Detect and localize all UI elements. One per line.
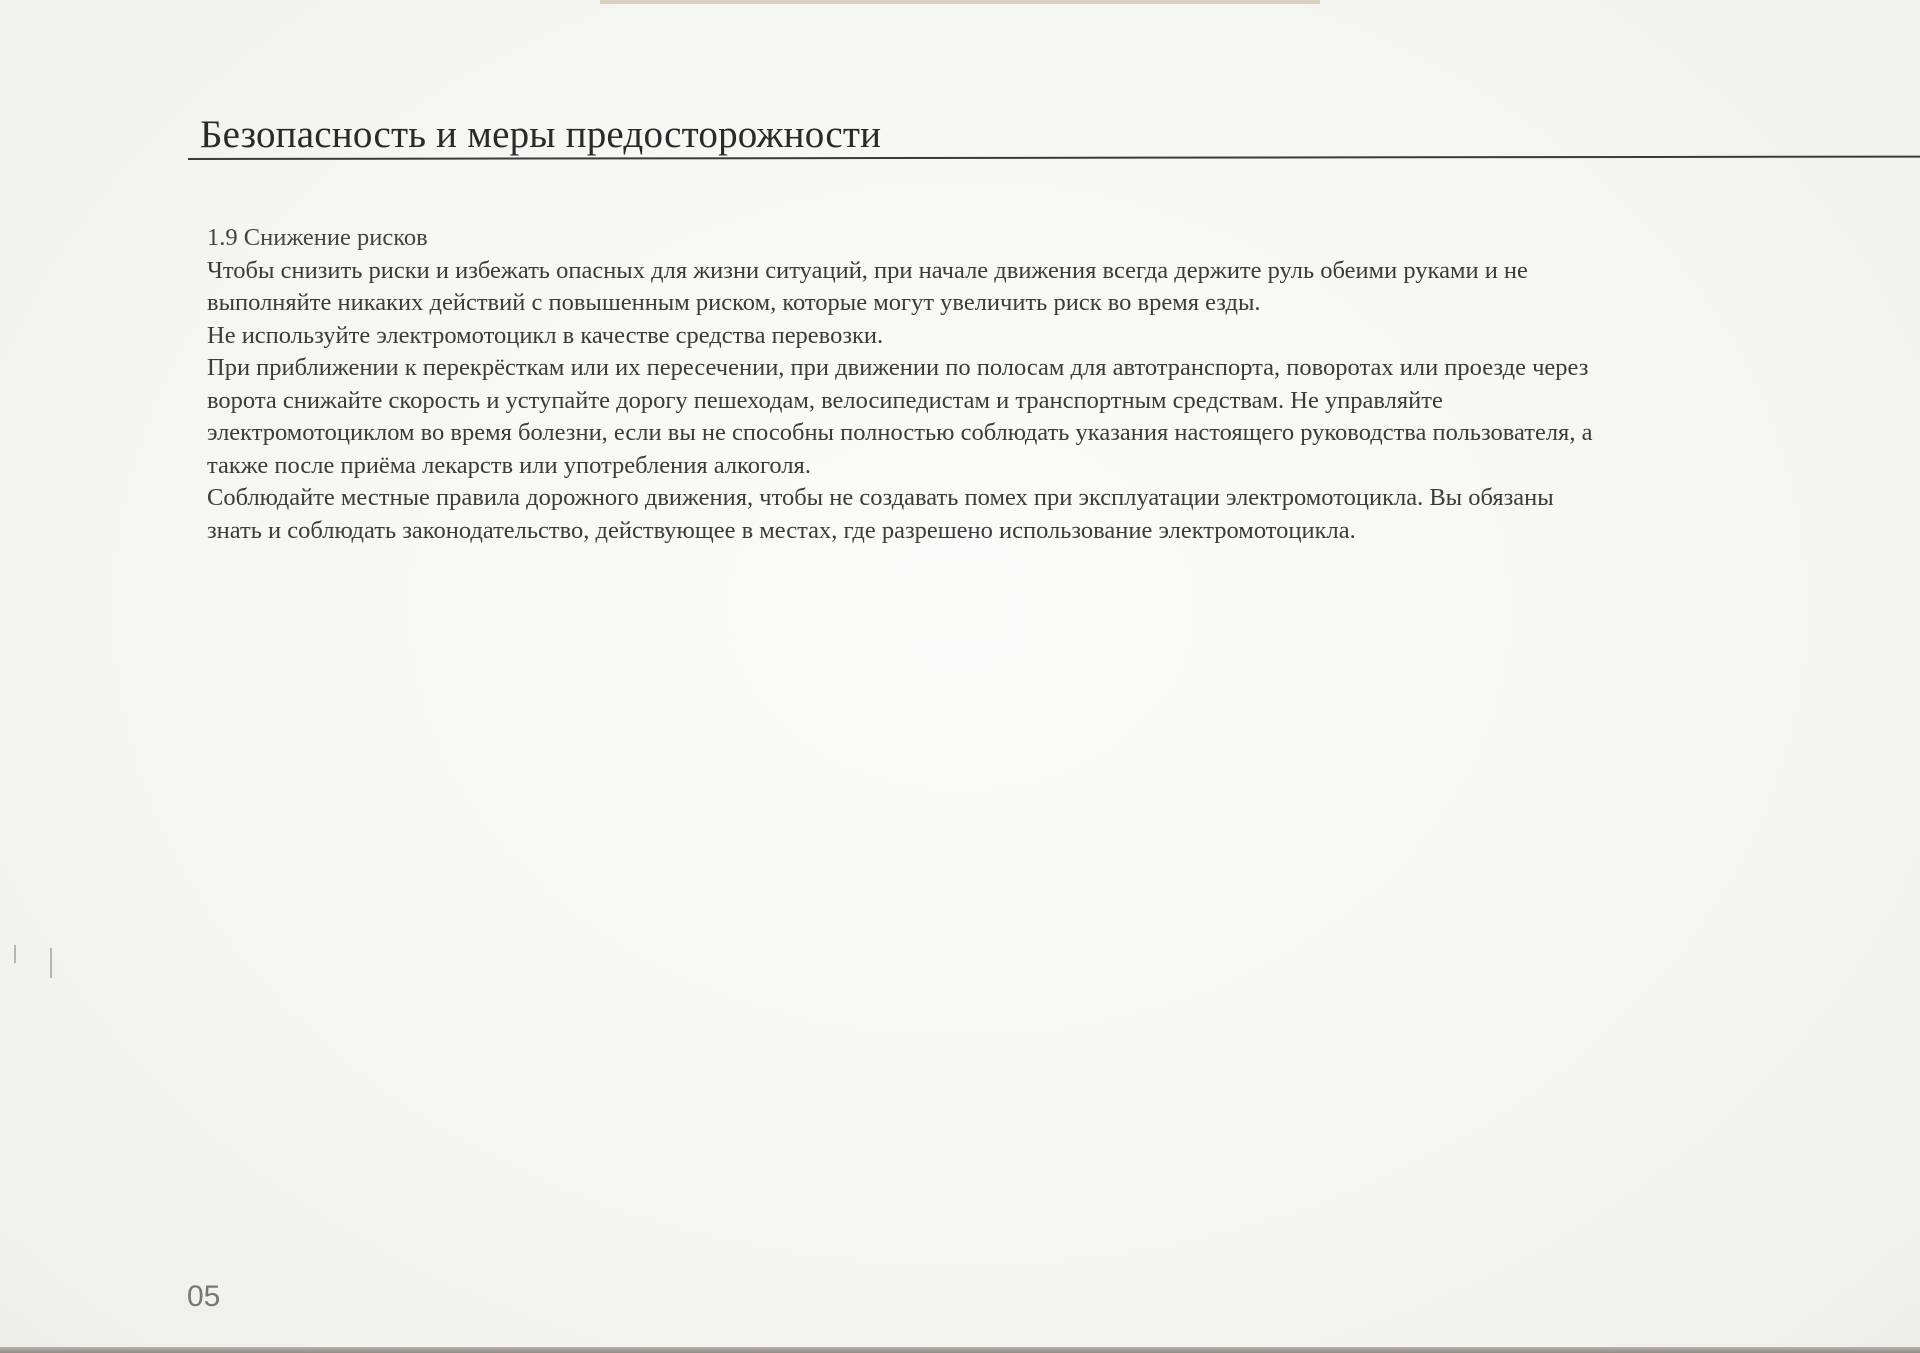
margin-mark xyxy=(14,945,16,963)
text-line: При приближении к перекрёсткам или их пересечении, при движении по полосам для автотранспорта, поворотах или проезде через xyxy=(207,354,1589,381)
page-top-edge xyxy=(600,0,1320,4)
page-number: 05 xyxy=(187,1280,221,1313)
section-heading: 1.9 Снижение рисков xyxy=(207,224,428,251)
text-line: Соблюдайте местные правила дорожного движения, чтобы не создавать помех при эксплуатации электромотоцикла. Вы обязаны xyxy=(207,484,1554,511)
text-line: также после приёма лекарств или употребления алкоголя. xyxy=(207,451,811,479)
text-line: Не используйте электромотоцикл в качестве средства перевозки. xyxy=(207,321,884,349)
text-line: знать и соблюдать законодательство, действующее в местах, где разрешено использование электромотоцикла. xyxy=(207,516,1356,544)
text-line: выполняйте никаких действий с повышенным риском, которые могут увеличить риск во время езды. xyxy=(207,289,1261,316)
page-bottom-edge xyxy=(0,1347,1920,1353)
text-line: ворота снижайте скорость и уступайте дорогу пешеходам, велосипедистам и транспортным средствам. Не управляйте xyxy=(207,386,1443,414)
section-content xyxy=(207,222,1907,547)
page-title: Безопасность и меры предосторожности xyxy=(200,113,882,156)
text-line: Чтобы снизить риски и избежать опасных для жизни ситуаций, при начале движения всегда держите руль обеими руками и не xyxy=(207,256,1528,284)
page-header xyxy=(200,112,1920,158)
text-line: электромотоциклом во время болезни, если вы не способны полностью соблюдать указания настоящего руководства пользователя, а xyxy=(207,419,1593,446)
margin-mark xyxy=(50,948,52,978)
